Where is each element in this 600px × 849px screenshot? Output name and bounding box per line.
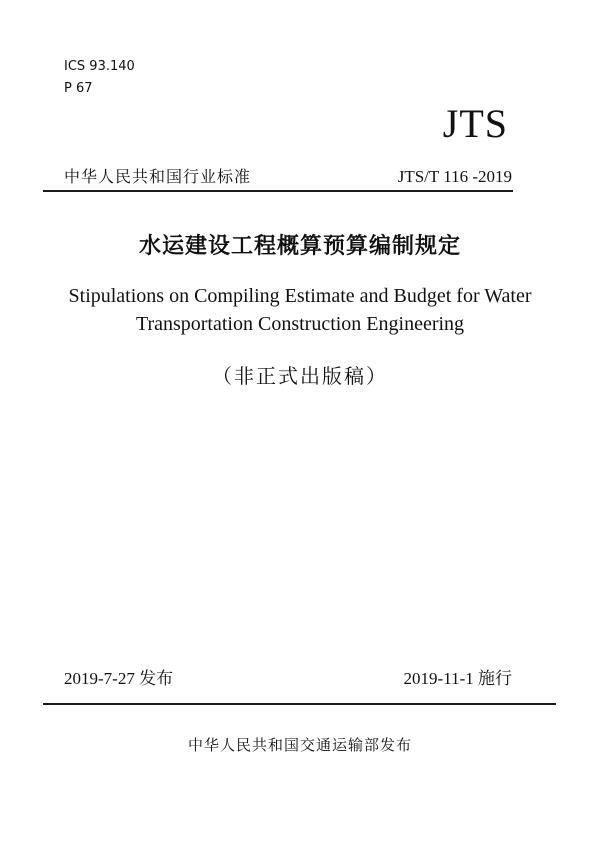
publisher: 中华人民共和国交通运输部发布 <box>187 736 412 754</box>
draft-note: （非正式出版稿） <box>212 364 388 388</box>
ics-code: ICS 93.140 <box>64 59 135 74</box>
header-divider <box>43 190 513 192</box>
p-code: P 67 <box>64 81 93 96</box>
title-english-line-2: Transportation Construction Engineering <box>135 313 465 335</box>
title-english-line-1: Stipulations on Compiling Estimate and Budget for Water <box>68 285 532 307</box>
effective-date: 2019-11-1 施行 <box>403 669 512 688</box>
series-mark: JTS <box>442 101 508 146</box>
issue-date: 2019-7-27 发布 <box>64 669 174 688</box>
standard-number: JTS/T 116 -2019 <box>397 167 512 186</box>
title-english <box>0 282 600 338</box>
title-chinese: 水运建设工程概算预算编制规定 <box>138 234 461 259</box>
footer-divider <box>43 703 556 705</box>
standard-category: 中华人民共和国行业标准 <box>64 167 252 186</box>
